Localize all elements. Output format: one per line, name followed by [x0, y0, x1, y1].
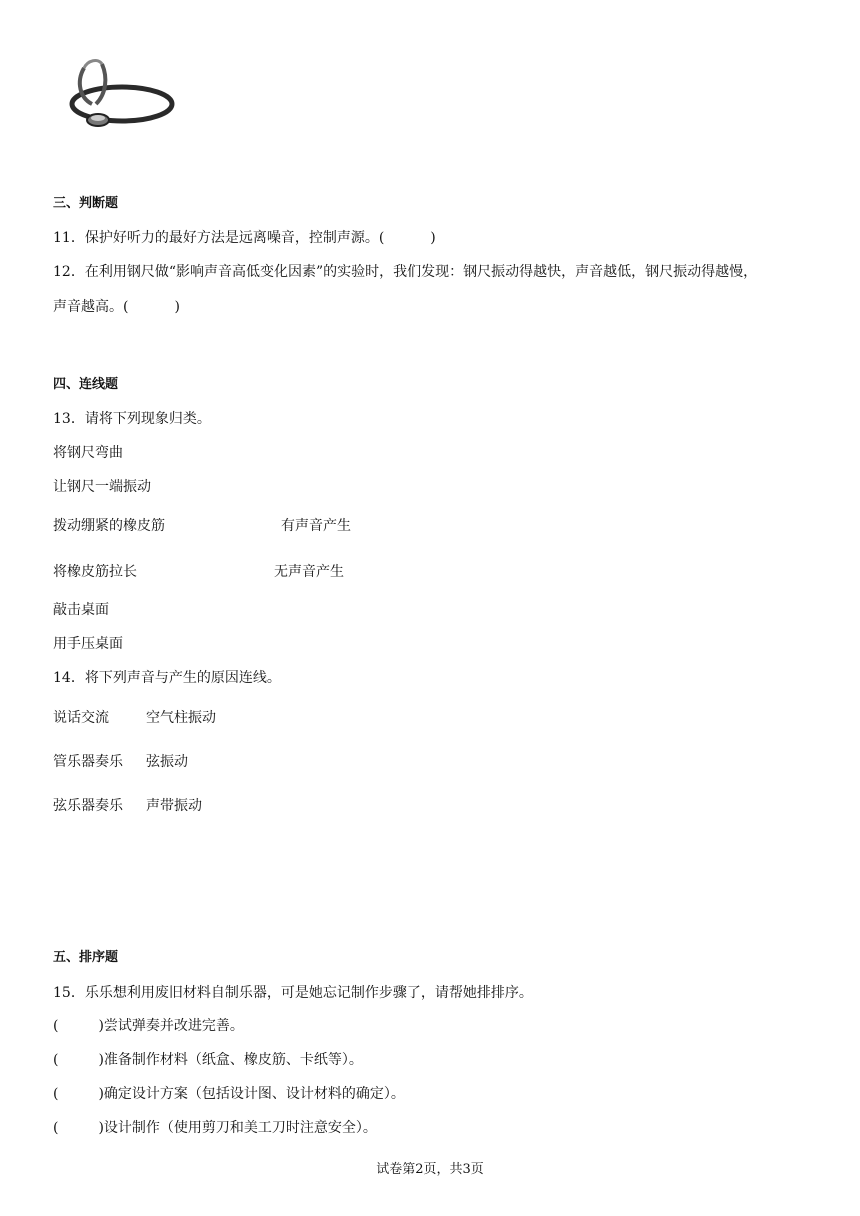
q14-right-item: 声带振动: [146, 798, 202, 814]
q13-left-item: 将钢尺弯曲: [53, 445, 123, 461]
question-12-line2: 声音越高。( ): [53, 299, 180, 315]
section-heading-matching: 四、连线题: [53, 377, 119, 392]
q13-right-item: 无声音产生: [274, 564, 344, 580]
section-heading-ordering: 五、排序题: [53, 950, 119, 965]
q14-left-item: 弦乐器奏乐: [53, 798, 123, 814]
question-13-prompt: 13．请将下列现象归类。: [53, 411, 211, 427]
question-14-prompt: 14．将下列声音与产生的原因连线。: [53, 670, 281, 686]
section-heading-judgment: 三、判断题: [53, 196, 119, 211]
q13-left-item: 将橡皮筋拉长: [53, 564, 137, 580]
q15-step: ( )准备制作材料（纸盒、橡皮筋、卡纸等）。: [53, 1052, 363, 1068]
q14-left-item: 说话交流: [53, 710, 109, 726]
q15-step: ( )确定设计方案（包括设计图、设计材料的确定）。: [53, 1086, 405, 1102]
q13-left-item: 拨动绷紧的橡皮筋: [53, 518, 165, 534]
q13-left-item: 敲击桌面: [53, 602, 109, 618]
q13-left-item: 让钢尺一端振动: [53, 479, 151, 495]
question-11-text: 11．保护好听力的最好方法是远离噪音，控制声源。(: [53, 230, 385, 246]
q15-step: ( )尝试弹奏并改进完善。: [53, 1018, 244, 1034]
q14-right-item: 弦振动: [146, 754, 188, 770]
stethoscope-icon: [62, 58, 180, 136]
q13-left-item: 用手压桌面: [53, 636, 123, 652]
q14-left-item: 管乐器奏乐: [53, 754, 123, 770]
page-footer: 试卷第2页，共3页: [376, 1162, 484, 1177]
q15-step: ( )设计制作（使用剪刀和美工刀时注意安全）。: [53, 1120, 377, 1136]
question-15-prompt: 15．乐乐想利用废旧材料自制乐器，可是她忘记制作步骤了，请帮她排排序。: [53, 985, 533, 1001]
q14-right-item: 空气柱振动: [146, 710, 216, 726]
q13-right-item: 有声音产生: [281, 518, 351, 534]
question-11: 11．保护好听力的最好方法是远离噪音，控制声源。( ): [53, 230, 436, 246]
question-12-line1: 12．在利用钢尺做“影响声音高低变化因素”的实验时，我们发现：钢尺振动得越快，声音越低，钢尺振动得越慢，: [53, 264, 758, 280]
